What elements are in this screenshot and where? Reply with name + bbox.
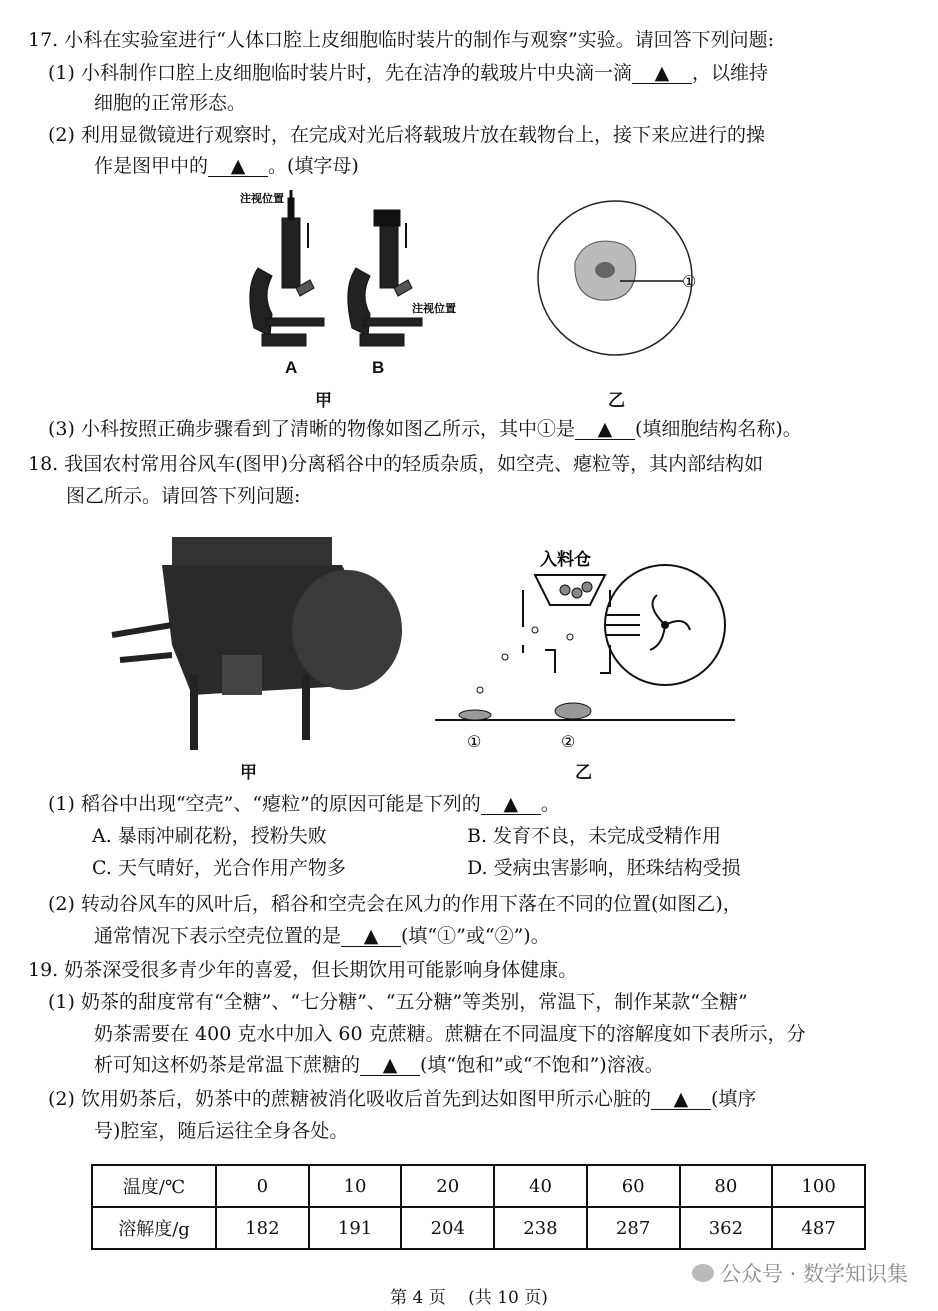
- q17-part3: (3) 小科按照正确步骤看到了清晰的物像如图乙所示，其中①是 ▲ (填细胞结构名称)。: [48, 418, 802, 440]
- option-c: C. 天气晴好，光合作用产物多: [92, 857, 346, 879]
- q17-part2: (2) 利用显微镜进行观察时，在完成对光后将载玻片放在载物台上，接下来应进行的操: [48, 124, 765, 146]
- structure-marker: ①: [682, 272, 697, 291]
- option-b: B. 发育不良，未完成受精作用: [467, 825, 722, 847]
- table-cell: 100: [772, 1165, 865, 1207]
- table-cell: 204: [401, 1207, 494, 1249]
- q17-part1-cont: 细胞的正常形态。: [94, 92, 247, 114]
- gaze-label-a: 注视位置: [240, 192, 284, 205]
- table-cell: 20: [401, 1165, 494, 1207]
- table-cell: 0: [216, 1165, 309, 1207]
- winnower-photo: [112, 525, 412, 755]
- option-d: D. 受病虫害影响，胚珠结构受损: [467, 857, 741, 879]
- q18-part2-cont: 通常情况下表示空壳位置的是 ▲ (填“①”或“②”)。: [94, 925, 550, 947]
- table-cell: 10: [309, 1165, 402, 1207]
- q17-part2-cont: 作是图甲中的 ▲ 。(填字母): [94, 155, 359, 177]
- table-cell: 238: [494, 1207, 587, 1249]
- q18-stem: 18. 我国农村常用谷风车(图甲)分离稻谷中的轻质杂质，如空壳、瘪粒等，其内部结构如: [28, 453, 764, 475]
- gaze-label-b: 注视位置: [412, 302, 456, 315]
- microscope-b: [348, 210, 422, 346]
- microscope-figure: [236, 188, 456, 358]
- q19-part2-cont: 号)腔室，随后运往全身各处。: [94, 1120, 349, 1142]
- answer-blank[interactable]: ▲: [651, 1089, 711, 1110]
- answer-blank[interactable]: ▲: [208, 156, 268, 177]
- q19-part2: (2) 饮用奶茶后，奶茶中的蔗糖被消化吸收后首先到达如图甲所示心脏的 ▲ (填序: [48, 1088, 757, 1110]
- caption-jia: 甲: [315, 391, 332, 410]
- option-a: A. 暴雨冲刷花粉，授粉失败: [92, 825, 327, 847]
- page-footer: 第 4 页 (共 10 页): [390, 1288, 548, 1308]
- table-cell: 温度/℃: [92, 1165, 216, 1207]
- table-row: [92, 1207, 865, 1249]
- answer-blank[interactable]: ▲: [481, 794, 541, 815]
- solubility-table: [91, 1164, 866, 1250]
- q18-part1: (1) 稻谷中出现“空壳”、“瘪粒”的原因可能是下列的 ▲ 。: [48, 793, 560, 815]
- marker-2: ②: [561, 732, 576, 751]
- q17-stem: 17. 小科在实验室进行“人体口腔上皮细胞临时装片的制作与观察”实验。请回答下列问题:: [28, 29, 775, 51]
- caption-jia-2: 甲: [240, 763, 257, 782]
- q19-stem: 19. 奶茶深受很多青少年的喜爱，但长期饮用可能影响身体健康。: [28, 959, 578, 981]
- microscope-a: [250, 190, 324, 346]
- q19-part1-cont2: 析可知这杯奶茶是常温下蔗糖的 ▲ (填“饱和”或“不饱和”)溶液。: [94, 1054, 664, 1076]
- label-b: B: [372, 358, 385, 377]
- cell-view-figure: [535, 192, 715, 372]
- caption-yi: 乙: [608, 391, 625, 410]
- table-cell: 182: [216, 1207, 309, 1249]
- q19-part1-cont: 奶茶需要在 400 克水中加入 60 克蔗糖。蔗糖在不同温度下的溶解度如下表所示，分: [94, 1023, 806, 1045]
- table-cell: 40: [494, 1165, 587, 1207]
- table-cell: 362: [680, 1207, 773, 1249]
- table-cell: 80: [680, 1165, 773, 1207]
- table-cell: 191: [309, 1207, 402, 1249]
- answer-blank[interactable]: ▲: [360, 1055, 420, 1076]
- hopper-label: 入料仓: [540, 550, 591, 570]
- q19-part1: (1) 奶茶的甜度常有“全糖”、“七分糖”、“五分糖”等类别，常温下，制作某款“全糖”: [48, 991, 748, 1013]
- winnower-diagram: [435, 545, 745, 755]
- label-a: A: [285, 358, 298, 377]
- table-cell: 487: [772, 1207, 865, 1249]
- wechat-icon: [692, 1264, 714, 1282]
- answer-blank[interactable]: ▲: [632, 63, 692, 84]
- table-row: [92, 1165, 865, 1207]
- table-cell: 287: [587, 1207, 680, 1249]
- q18-stem-cont: 图乙所示。请回答下列问题:: [66, 485, 301, 507]
- answer-blank[interactable]: ▲: [341, 926, 401, 947]
- marker-1: ①: [467, 732, 482, 751]
- table-cell: 溶解度/g: [92, 1207, 216, 1249]
- table-cell: 60: [587, 1165, 680, 1207]
- answer-blank[interactable]: ▲: [575, 419, 635, 440]
- q18-part2: (2) 转动谷风车的风叶后，稻谷和空壳会在风力的作用下落在不同的位置(如图乙)，: [48, 893, 742, 915]
- caption-yi-2: 乙: [575, 763, 592, 782]
- watermark: 公众号 · 数学知识集: [692, 1258, 908, 1288]
- q17-part1: (1) 小科制作口腔上皮细胞临时装片时，先在洁净的载玻片中央滴一滴 ▲ ，以维持: [48, 62, 768, 84]
